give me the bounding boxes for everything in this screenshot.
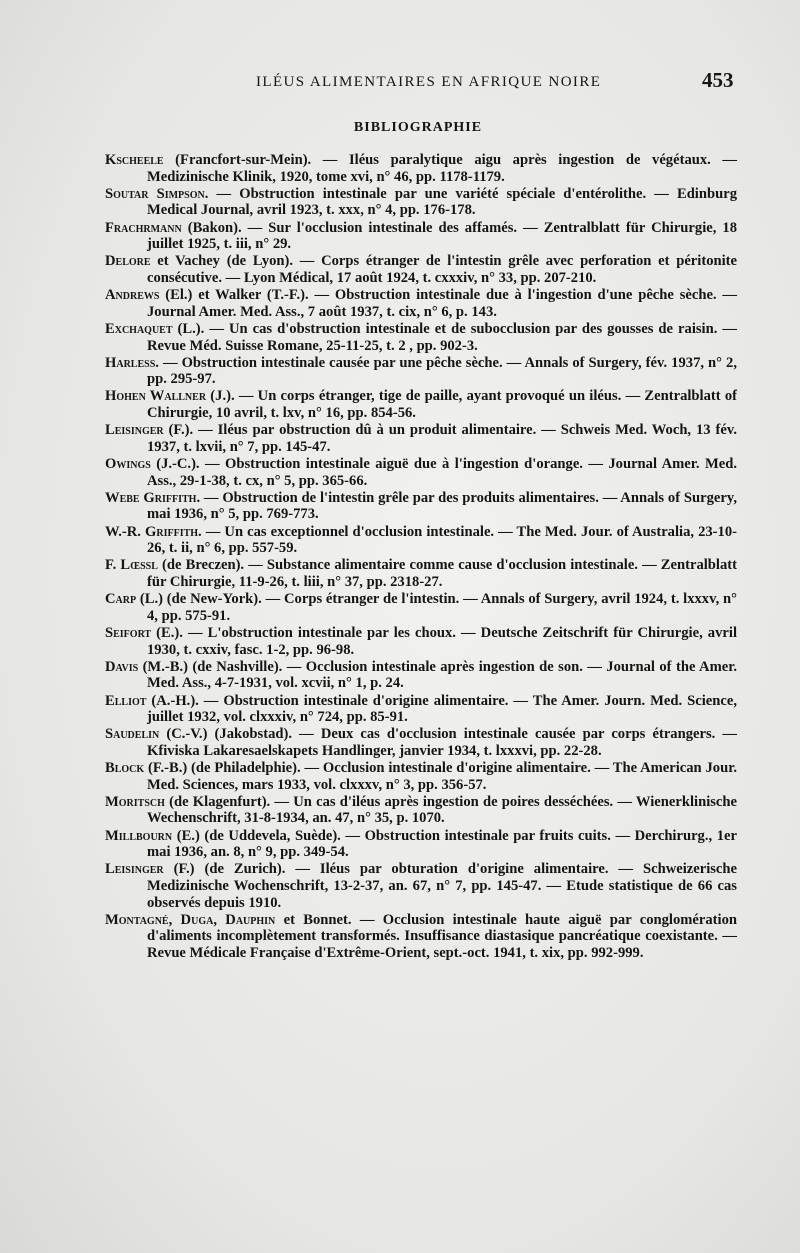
entry-text: (Francfort-sur-Mein). — Iléus paralytique aigu après ingestion de végétaux. — Medizinische Klinik, 1920, tome xvi, n° 46, pp. 1178-1179. <box>147 152 737 185</box>
bibliography-entry <box>105 186 737 219</box>
entry-text: (El.) et Walker (T.-F.). — Obstruction intestinale due à l'ingestion d'une pêche sèche. — Journal Amer. Med. Ass., 7 août 1937, t. cix, n° 6, p. 143. <box>147 287 737 320</box>
page-number: 453 <box>702 68 734 92</box>
entry-author: Frachrmann <box>105 219 182 236</box>
entry-author: Andrews <box>105 287 160 304</box>
bibliography-entry <box>105 557 737 590</box>
entry-text: (M.-B.) (de Nashville). — Occlusion intestinale après ingestion de son. — Journal of the Amer. Med. Ass., 4-7-1931, vol. xcvii, n° 1, p. 24. <box>138 658 737 692</box>
entry-author: Block <box>105 760 145 777</box>
entry-text: (A.-H.). — Obstruction intestinale d'origine alimentaire. — The Amer. Journ. Med. Science, juillet 1932, vol. clxxxiv, n° 724, pp. 85-91. <box>146 692 737 726</box>
bibliography-entry <box>105 456 737 489</box>
bibliography-entry <box>105 490 737 523</box>
bibliography-entry <box>105 693 737 726</box>
entry-text: . — Obstruction de l'intestin grêle par des produits alimentaires. — Annals of Surgery, mai 1936, n° 5, pp. 769-773. <box>147 489 738 523</box>
entry-text: (L.) (de New-York). — Corps étranger de l'intestin. — Annals of Surgery, avril 1924, t. lxxxv, n° 4, pp. 575-91. <box>136 591 737 624</box>
entry-author: Saudelin <box>105 726 160 743</box>
running-title: ILÉUS ALIMENTAIRES EN AFRIQUE NOIRE <box>256 74 602 90</box>
entry-author: Harless <box>105 354 156 371</box>
entry-author: Webe Griffith <box>105 489 197 506</box>
bibliography-entry <box>105 355 737 388</box>
bibliography-entry <box>105 524 737 557</box>
entry-author: Leisinger <box>105 861 164 878</box>
bibliography-entry <box>105 912 737 962</box>
entry-author: Exchaquet <box>105 320 173 337</box>
entry-text: (E.). — L'obstruction intestinale par les choux. — Deutsche Zeitschrift für Chirurgie, avril 1930, t. cxxiv, fasc. 1-2, pp. 96-98. <box>147 624 737 658</box>
entry-text: et Bonnet. — Occlusion intestinale haute aiguë par conglomération d'aliments incomplètement transformés. Insuffisance diastasique pancréatique coexistante. — Revue Médicale Française d'Extrême-Orient, sept.-oct. 1941, t. xix, pp. 992-999. <box>147 911 738 961</box>
entry-text: (C.-V.) (Jakobstad). — Deux cas d'occlusion intestinale causée par corps étrangers. — Kfiviska Lakaresaelskapets Handlinger, janvier 1934, t. lxxxvi, pp. 22-28. <box>147 726 737 759</box>
entry-text: . — Obstruction intestinale par une variété spéciale d'entérolithe. — Edinburg Medical Journal, avril 1923, t. xxx, n° 4, pp. 176-178. <box>147 185 737 219</box>
bibliography-entry <box>105 287 737 320</box>
entry-text: (J.-C.). — Obstruction intestinale aiguë due à l'ingestion d'orange. — Journal Amer. Med. Ass., 29-1-38, t. cx, n° 5, pp. 365-66. <box>147 456 737 489</box>
entry-text: (de Klagenfurt). — Un cas d'iléus après ingestion de poires desséchées. — Wienerklinische Wechenschrift, 31-8-1934, an. 47, n° 35, p. 1070. <box>147 793 737 827</box>
entry-author: Davis <box>105 658 139 675</box>
entry-author: Leisinger <box>105 422 164 439</box>
entry-text: (Bakon). — Sur l'occlusion intestinale des affamés. — Zentralblatt für Chirurgie, 18 juillet 1925, t. iii, n° 29. <box>147 219 737 253</box>
entry-author: W.-R. Griffith <box>105 523 199 540</box>
bibliography-entry <box>105 152 737 185</box>
entry-author: Owings <box>105 456 151 473</box>
bibliography-entry <box>105 659 737 692</box>
bibliography-list <box>105 152 737 962</box>
entry-text: (F.) (de Zurich). — Iléus par obturation d'origine alimentaire. — Schweizerische Medizinische Wochenschrift, 13-2-37, an. 67, n° 7, pp. 145-47. — Etude statistique de 66 cas observés depuis 1910. <box>147 861 737 911</box>
entry-author: Elliot <box>105 692 147 709</box>
entry-text: (E.) (de Uddevela, Suède). — Obstruction intestinale par fruits cuits. — Derchirurg., 1er mai 1936, an. 8, n° 9, pp. 349-54. <box>147 827 737 861</box>
entry-author: Montagné, Duga, Dauphin <box>105 911 276 928</box>
bibliography-entry <box>105 591 737 624</box>
bibliography-entry <box>105 220 737 253</box>
entry-text: . — Obstruction intestinale causée par une pêche sèche. — Annals of Surgery, fév. 1937, n° 2, pp. 295-97. <box>147 354 737 388</box>
entry-text: (L.). — Un cas d'obstruction intestinale et de subocclusion par des gousses de raisin. — Revue Méd. Suisse Romane, 25-11-25, t. 2 , pp. 902-3. <box>147 320 737 354</box>
entry-author: Hohen Wallner <box>105 388 207 405</box>
bibliography-entry <box>105 388 737 421</box>
bibliography-entry <box>105 760 737 793</box>
entry-text: (F.-B.) (de Philadelphie). — Occlusion intestinale d'origine alimentaire. — The American Jour. Med. Sciences, mars 1933, vol. clxxxv, n° 3, pp. 356-57. <box>144 760 737 793</box>
entry-author: Millbourn <box>105 827 173 844</box>
section-heading: BIBLIOGRAPHIE <box>353 120 483 135</box>
bibliography-entry <box>105 726 737 759</box>
entry-author: F. Lœssl <box>105 557 158 574</box>
entry-author: Kscheele <box>105 152 164 168</box>
bibliography-entry <box>105 321 737 354</box>
entry-author: Soutar Simpson <box>105 185 205 202</box>
entry-text: (de Breczen). — Substance alimentaire comme cause d'occlusion intestinale. — Zentralblatt für Chirurgie, 11-9-26, t. liii, n° 37, pp. 2318-27. <box>147 557 737 590</box>
bibliography-entry <box>105 253 737 286</box>
bibliography-entry <box>105 828 737 861</box>
entry-author: Moritsch <box>105 793 165 810</box>
entry-author: Seifort <box>105 624 152 641</box>
running-header <box>0 68 800 98</box>
bibliography-entry <box>105 794 737 827</box>
entry-text: . — Un cas exceptionnel d'occlusion intestinale. — The Med. Jour. of Australia, 23-10-26, t. ii, n° 6, pp. 557-59. <box>147 523 737 557</box>
entry-text: (J.). — Un corps étranger, tige de paille, ayant provoqué un iléus. — Zentralblatt of Chirurgie, 10 avril, t. lxv, n° 16, pp. 854-56. <box>147 388 738 422</box>
entry-text: (F.). — Iléus par obstruction dû à un produit alimentaire. — Schweis Med. Woch, 13 fév. 1937, t. lxvii, n° 7, pp. 145-47. <box>147 422 737 455</box>
entry-text: et Vachey (de Lyon). — Corps étranger de l'intestin grêle avec perforation et péritonite consécutive. — Lyon Médical, 17 août 1924, t. cxxxiv, n° 33, pp. 207-210. <box>147 253 737 286</box>
entry-author: Carp <box>105 591 137 608</box>
bibliography-entry <box>105 625 737 658</box>
bibliography-entry <box>105 422 737 455</box>
bibliography-entry <box>105 861 737 911</box>
entry-author: Delore <box>105 253 151 270</box>
